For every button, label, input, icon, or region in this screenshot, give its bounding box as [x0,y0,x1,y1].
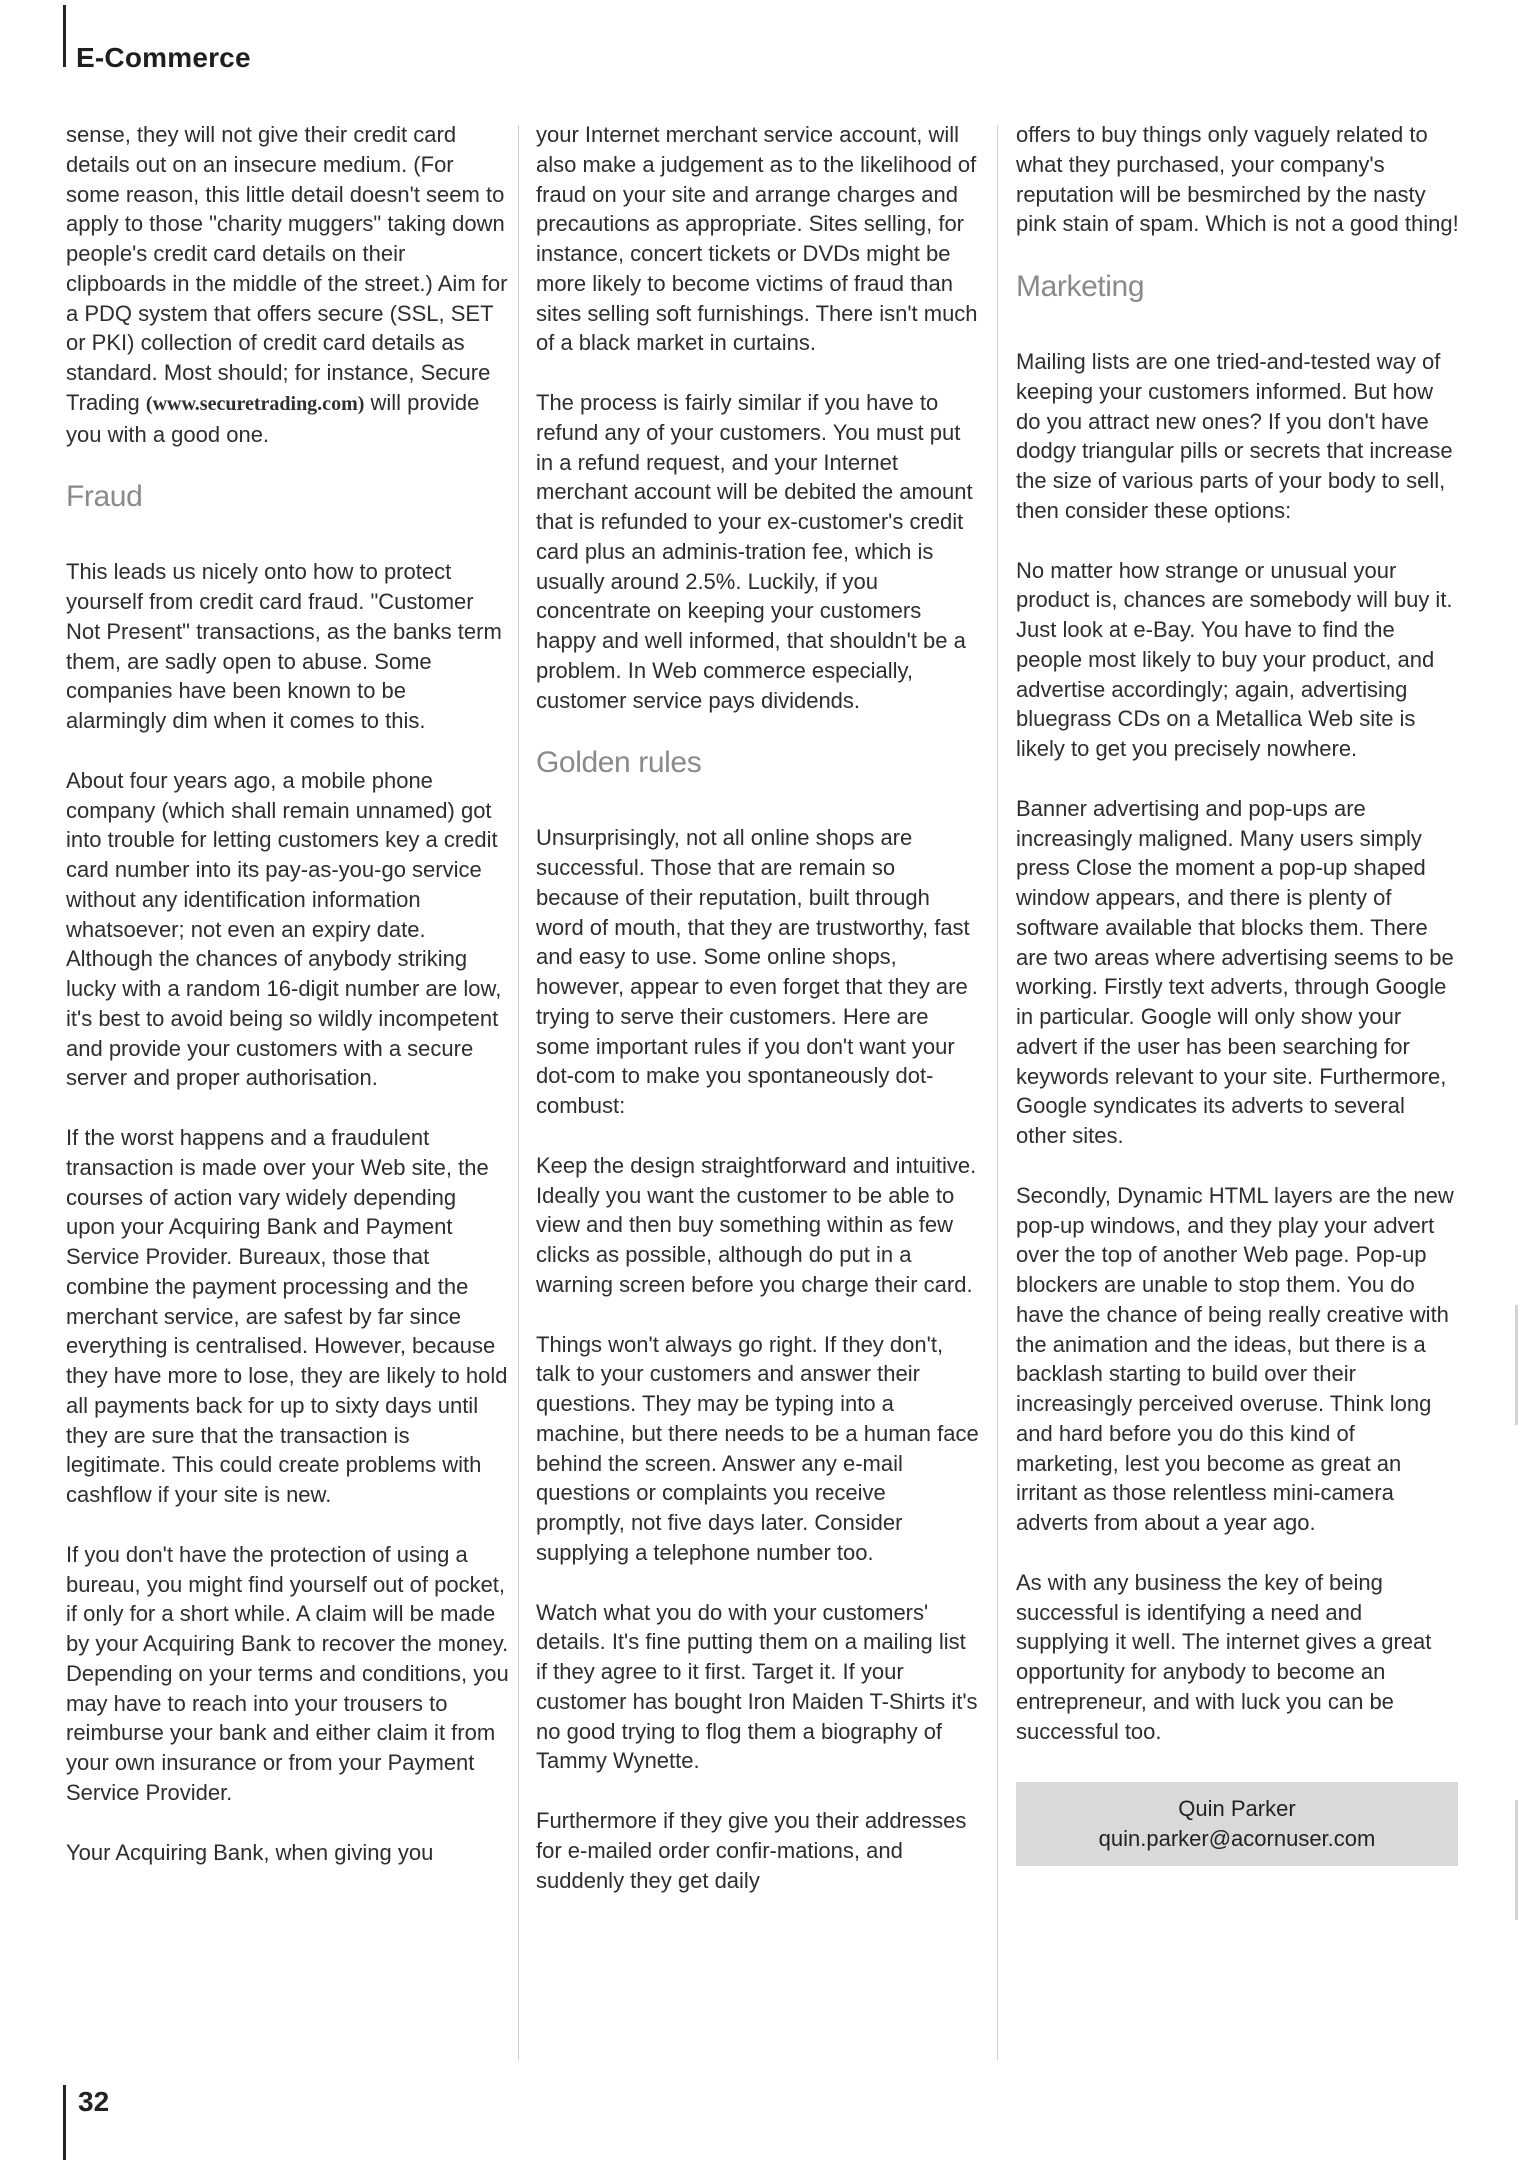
paragraph: Unsurprisingly, not all online shops are successful. Those that are remain so because of their reputation, built through word of mouth, that they are trustworthy, fast and easy to use. Some online shops, however, appear to even forget that they are trying to serve their customers. Here are some important rules if you don't want your dot-com to make you spontaneously dot-combust: [536,825,970,1118]
paragraph: Secondly, Dynamic HTML layers are the new pop-up windows, and they play your advert over the top of another Web page. Pop-up blockers are unable to stop them. You do have the chance of being really creative with the animation and the ideas, but there is a backlash starting to build over their increasingly perceived overuse. Think long and hard before you do this kind of marketing, lest you become as great an irritant as those relentless mini-camera adverts from about a year ago. [1016,1182,1454,1535]
paragraph: As with any business the key of being successful is identifying a need and supplying it well. The internet gives a great opportunity for anybody to become an entrepreneur, and with luck you can be successful too. [1016,1569,1432,1744]
paragraph: The process is fairly similar if you have to refund any of your customers. You must put in a refund request, and your Internet merchant account will be debited the amount that is refunded to your ex-customer's credit card plus an adminis-tration fee, which is usually around 2.5%. Luckily, if you concentrate on keeping your customers happy and well informed, that shouldn't be a problem. In Web commerce especially, customer service pays dividends. [536,390,973,713]
paragraph: Mailing lists are one tried-and-tested way of keeping your customers informed. But how do you attract new ones? If you don't have dodgy triangular pills or secrets that increase the size of various parts of your body to sell, then consider these options: [1016,349,1453,523]
paragraph: This leads us nicely onto how to protect yourself from credit card fraud. "Customer Not Present" transactions, as the banks term them, are sadly open to abuse. Some companies have been known to be alarmingly dim when it comes to this. [66,559,502,733]
paragraph: No matter how strange or unusual your product is, chances are somebody will buy it. Just look at e-Bay. You have to find the people most likely to buy your product, and advertise accordingly; again, advertising bluegrass CDs on a Metallica Web site is likely to get you precisely nowhere. [1016,557,1453,761]
article-column-1 [66,120,509,1897]
paragraph: If the worst happens and a fraudulent transaction is made over your Web site, the courses of action vary widely depending upon your Acquiring Bank and Payment Service Provider. Bureaux, those that combine the payment processing and the merchant service, are safest by far since everything is centralised. However, because they have more to lose, they are likely to hold all payments back for up to sixty days until they are sure that the transaction is legitimate. This could create problems with cashflow if your site is new. [66,1125,508,1507]
paragraph: your Internet merchant service account, will also make a judgement as to the likelihood of fraud on your site and arrange charges and precautions as appropriate. Sites selling, for instance, concert tickets or DVDs might be more likely to become victims of fraud than sites selling soft furnishings. There isn't much of a black market in curtains. [536,122,978,356]
paragraph: About four years ago, a mobile phone company (which shall remain unnamed) got into trouble for letting customers key a credit card number into its pay-as-you-go service without any identification information whatsoever; not even an expiry date. Although the chances of anybody striking lucky with a random 16-digit number are low, it's best to avoid being so wildly incompetent and provide your customers with a secure server and proper authorisation. [66,767,502,1091]
paragraph: Banner advertising and pop-ups are increasingly maligned. Many users simply press Close the moment a pop-up shaped window appears, and there is plenty of software available that blocks them. There are two areas where advertising seems to be working. Firstly text adverts, through Google in particular. Google will only show your advert if the user has been searching for keywords relevant to your site. Furthermore, Google syndicates its adverts to several other sites. [1016,795,1454,1148]
paragraph: offers to buy things only vaguely related to what they purchased, your company's reputation will be besmirched by the nasty pink stain of spam. Which is not a good thing! [1016,122,1459,237]
column-divider [518,125,519,2060]
author-box [1016,1782,1458,1866]
paragraph: Things won't always go right. If they don't, talk to your customers and answer their questions. They may be typing into a machine, but there needs to be a human face behind the screen. Answer any e-mail questions or complaints you receive promptly, not five days later. Consider supplying a telephone number too. [536,1331,979,1565]
url-link: (www.securetrading.com) [145,392,365,415]
subheading-marketing: Marketing [1016,270,1145,303]
author-name: Quin Parker [1178,1796,1296,1822]
paragraph: Your Acquiring Bank, when giving you [66,1839,434,1865]
paragraph: Watch what you do with your customers' details. It's fine putting them on a mailing list if they agree to it first. Target it. If your customer has bought Iron Maiden T-Shirts it's no good trying to flog them a biography of Tammy Wynette. [536,1599,978,1774]
column-divider [997,125,998,2060]
article-column-2 [536,120,979,1925]
article-column-3 [1016,120,1459,1866]
footer-rule [63,2085,66,2160]
author-email: quin.parker@acornuser.com [1098,1826,1376,1852]
paragraph: Keep the design straightforward and intuitive. Ideally you want the customer to be able to view and then buy something within as few clicks as possible, although do put in a warning screen before you charge their card. [536,1152,977,1297]
scan-edge-mark [1515,1305,1518,1425]
paragraph: sense, they will not give their credit card details out on an insecure medium. (For some reason, this little detail doesn't seem to apply to those "charity muggers" taking down people's credit card details on their clipboards in the middle of the street.) Aim for a PDQ system that offers secure (SSL, SET or PKI) collection of credit card details as standard. Most should; for instance, Secure Trading (www.securetrading.com) will provide you with a good one. [66,122,508,447]
paragraph: Furthermore if they give you their addresses for e-mailed order confir-mations, and suddenly they get daily [536,1808,967,1893]
paragraph: If you don't have the protection of using a bureau, you might find yourself out of pocket, if only for a short while. A claim will be made by your Acquiring Bank to recover the money. Depending on your terms and conditions, you may have to reach into your trousers to reimburse your bank and either claim it from your own insurance or from your Payment Service Provider. [66,1541,509,1805]
page-number: 32 [78,2086,110,2117]
subheading-fraud: Fraud [66,480,143,514]
header-rule [63,5,66,67]
scan-edge-mark [1515,1800,1518,1920]
subheading-golden-rules: Golden rules [536,746,702,780]
section-title: E-Commerce [76,42,251,73]
